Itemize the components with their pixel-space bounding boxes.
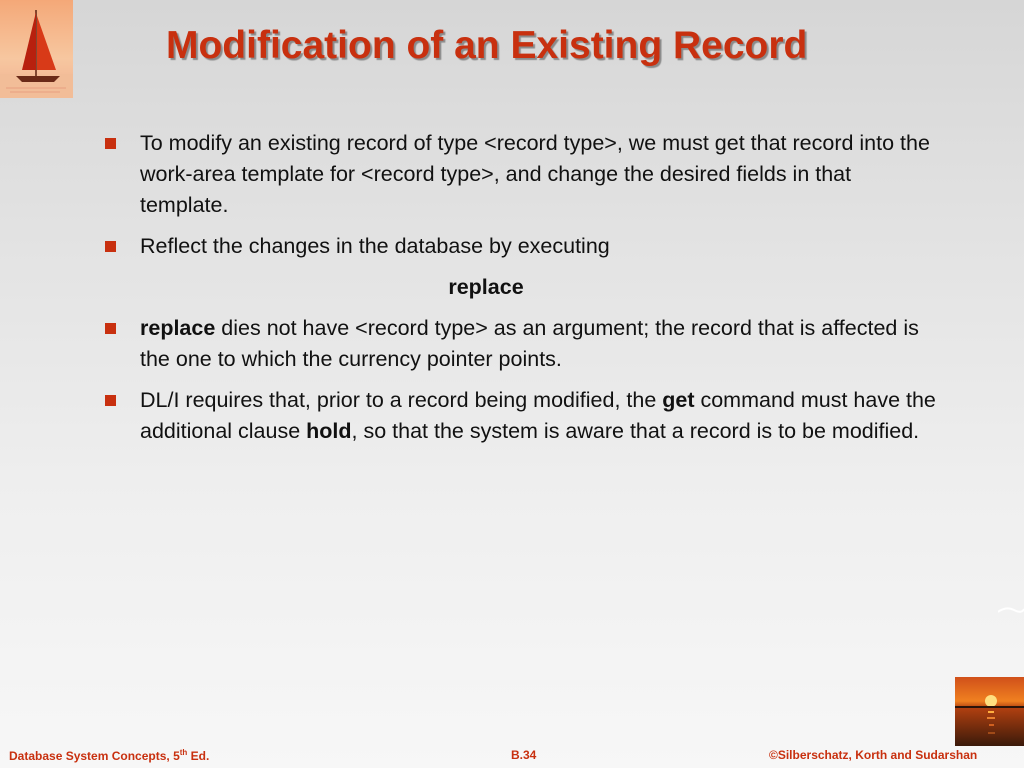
bullet-text: , so that the system is aware that a record is to be modified.	[351, 419, 920, 443]
footer-superscript: th	[179, 748, 188, 757]
wave-decoration	[998, 604, 1024, 618]
footer-left-text: Database System Concepts, 5	[9, 749, 180, 763]
footer-left-end: Ed.	[187, 749, 210, 763]
slide-title: Modification of an Existing Record	[166, 24, 808, 67]
footer-slide-number: B.34	[511, 748, 537, 762]
footer-book-title	[9, 748, 209, 763]
bold-keyword: replace	[140, 316, 216, 340]
bullet-square-icon	[105, 395, 116, 406]
bold-keyword: get	[662, 388, 695, 412]
bullet-square-icon	[105, 138, 116, 149]
bullet-square-icon	[105, 323, 116, 334]
bold-keyword: hold	[306, 419, 352, 443]
slide-content	[104, 128, 944, 457]
sailboat-logo-image	[0, 0, 73, 98]
bullet-text: dies not have <record type> as an argument; the record that is affected is the one to which the currency pointer points.	[140, 316, 919, 371]
footer-copyright: ©Silberschatz, Korth and Sudarshan	[769, 748, 978, 762]
bullet-text: To modify an existing record of type <record type>, we must get that record into the work-area template for <record type>, and change the desired fields in that template.	[140, 131, 930, 217]
bullet-square-icon	[105, 241, 116, 252]
bullet-text: DL/I requires that, prior to a record being modified, the	[140, 388, 663, 412]
bullet-text: command must have the additional clause	[140, 388, 936, 443]
bullet-text: Reflect the changes in the database by executing	[140, 234, 610, 258]
bullet-item	[104, 231, 944, 262]
command-text: replace	[448, 275, 524, 299]
bullet-item	[104, 313, 944, 375]
bullet-item	[104, 385, 944, 447]
bullet-item	[104, 128, 944, 221]
sunset-image	[955, 677, 1024, 746]
